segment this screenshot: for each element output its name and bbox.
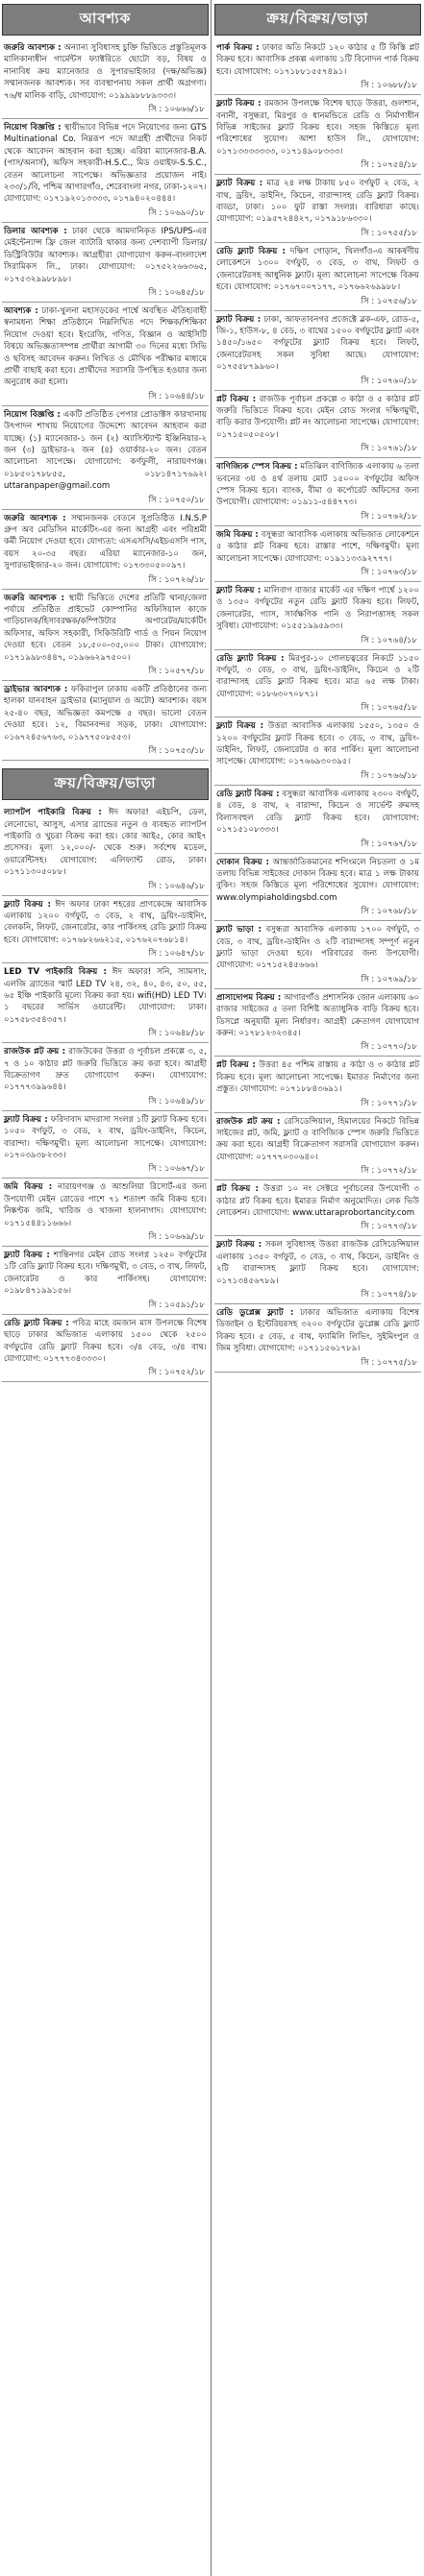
ad-text xyxy=(214,391,421,443)
ad-reference-code: সি : ১০৭৬৭/১৮ xyxy=(214,838,421,854)
ad-body: ঢাকা থেকে আমদানিকৃত IPS/UPS-এর মেইন্টেন্যান্স ফ্রি জেল ব্যাটারি থাকার জন্য দেশব্যাপী ডিলার/ডিস্ট্রিবিউটর আবশ্যক। আগ্রহীরা যোগাযোগ করুন-বাংলাদেশ সিরামিকস লি., ঢাকা। যোগাযোগ: ০১৭৫২২৬৬৩৬৫, ০১৭৫৩২৯৯৮৮৯৮। xyxy=(4,226,207,284)
ad-body: ঢাকার অভিজাত এলাকায় বিশেষ ডিজাইন ও ইন্টেরিয়রসহ ৩২০০ বর্গফুটের ডুপ্লেক্স রেডি ফ্ল্যাট বিক্রয় হবে। ৫ বেড, ৫ বাথ, ফ্যামিলি লিভিং, সুইমিংপুল ও জিম সুবিধা। যোগাযোগ: ০১৭১১৫৬১৭৮৯। xyxy=(216,1308,420,1354)
ad-text xyxy=(214,1304,421,1356)
ad-reference-code: সি : ১০৬৬৯/১৮ xyxy=(2,1230,209,1247)
ad-body: উত্তরা আবাসিক এলাকায় ১৫৫০, ১৩৫০ ও ১২০০ বর্গফুটের ফ্ল্যাট বিক্রয় হবে। ৩ বেড, ৩ বাথ, ড্রয়িং-ডাইনিং, লিফট, জেনারেটর ও কার পার্কিং। মূল্য আলোচনা সাপেক্ষে। যোগাযোগ: ০১৭৬৬৯৩০৩৯৫। xyxy=(216,721,420,767)
ad-reference-code: সি : ১০৬৮৮/১৮ xyxy=(214,79,421,95)
ad-text xyxy=(214,458,421,510)
ad-heading: ফ্ল্যাট বিক্রয় : xyxy=(4,1114,48,1125)
ad-body: শান্তিনগর মেইন রোড সংলগ্ন ১২৫০ বর্গফুটের ১টি রেডি ফ্ল্যাট বিক্রয় হবে। দক্ষিণমুখী, ৩ বেড, ৩ বাথ, লিফট, জেনারেটর ও কার পার্কিংসহ। যোগাযোগ: ০১৯৮৪৭১৯৯১৫৬। xyxy=(4,1251,208,1297)
classified-ad xyxy=(214,243,421,311)
ad-reference-code: সি : ১০৭৬৯/১৮ xyxy=(214,973,421,989)
ad-reference-code: সি : ১০৬৪৪/১৮ xyxy=(2,390,209,406)
ad-reference-code: সি : ১০৬৯০/১৮ xyxy=(2,207,209,223)
ad-reference-code: সি : ১০৭৫২/১৮ xyxy=(2,1366,209,1382)
ad-reference-code: সি : ১০৭৫৬/১৮ xyxy=(214,295,421,311)
ad-heading: রেডি ফ্ল্যাট বিক্রয় : xyxy=(216,789,280,799)
ad-text xyxy=(214,786,421,838)
ad-reference-code: সি : ১০৭৬০/১৮ xyxy=(214,375,421,391)
ad-heading: ডিলার আবশ্যক : xyxy=(4,226,67,236)
ad-heading: ফ্ল্যাট বিক্রয় : xyxy=(4,1251,50,1261)
ad-body: বসুন্ধরা আবাসিক এলাকায় ২৩০০ বর্গফুট, ৪ বেড, ৪ বাথ, ২ বারান্দা, কিচেন ও সার্ভেন্ট রুমসহ বিলাসবহুল রেডি ফ্ল্যাট বিক্রয় হবে। যোগাযোগ: ০১৭১৫১০৮৩৩৩। xyxy=(216,789,419,836)
ad-body: আন্তর্জাতিকমানের শপিংমলে নিচতলা ও ১ম তলায় বিভিন্ন সাইজের দোকান বিক্রয় হবে। মাত্র ১ লক্ষ টাকায় বুকিং। সহজ কিস্তিতে মূল্য পরিশোধের সুযোগ। যোগাযোগ: www.olympiaholdingsbd.com xyxy=(216,857,420,903)
classified-ad xyxy=(2,510,209,590)
ad-body: দক্ষিণ গোড়ান, খিলগাঁও-এ আকর্ষণীয় লোকেশনে ১৩০০ বর্গফুট, ৩ বেড, ৩ বাথ, লিফট ও জেনারেটরসহ আধুনিক ফ্ল্যাট। মূল্য আলোচনা সাপেক্ষে বিক্রয় হবে। যোগাযোগ: ০১৭৬৭০০৭১৭৭, ০১৭৬৬২৬৯৯৮৮। xyxy=(216,246,419,293)
ad-body: উত্তরা ১০ নং সেক্টরে পূর্বাচলের উপযোগী ৩ কাঠার প্লট বিক্রয় হবে। ইমারত নির্মাণ অনুমোদিত। লেক ভিউ লোকেশন। যোগাযোগ: www.uttaraprobortancity.com xyxy=(216,1184,419,1219)
wanted-ads-list xyxy=(2,39,209,761)
ad-body: অন্যান্য সুবিধাসহ চুক্তি ভিত্তিতে প্রস্তুতিমূলক মালিকানাধীন গার্মেন্টস ফ্যাক্টরিতে ছোটো বড়, বিষয় ও নানাবিধ ক্রয় ম্যানেজার ও সুপারভাইজার (দক্ষ/অভিজ্ঞ) সম্মানজনক আবশ্যক। সব ব্যবস্থাপনায় সকল প্রার্থী অগ্রগণ্য। ৭৬/ধ মালিক বাড়ি, যোগাযোগ: ০১৯৯৯৮৮৮৯৩৩৩। xyxy=(4,43,207,101)
ad-text xyxy=(214,1180,421,1220)
ad-text xyxy=(2,896,209,948)
ad-reference-code: সি : ১০৭৬৬/১৮ xyxy=(214,769,421,786)
ad-text xyxy=(2,1315,209,1367)
ad-reference-code: সি : ১০৫৯১/১৮ xyxy=(2,1299,209,1315)
ad-text xyxy=(2,119,209,207)
ad-body: ফকিরাপুল ঢাকায় একটি প্রতিষ্ঠানের জন্য হালকা যানবাহন ড্রাইভার (ম্যানুয়াল ও অটো) আবশ্যক। বয়স ২৫-৪০ বছর, অভিজ্ঞতা কমপক্ষে ৫ বছর। ভালো বেতন দেওয়া হবে। ১২, বিমানবন্দর সড়ক, ঢাকা। যোগাযোগ: ০১৬৭২৪৫৬৭৬৩, ০১৯৭৭৫০৮৫৫৩। xyxy=(4,685,207,742)
ad-reference-code: সি : ১০৬৪৯/১৮ xyxy=(2,1095,209,1111)
ad-heading: আবশ্যক : xyxy=(4,305,38,316)
ad-reference-code: সি : ১০৭৫৩/১৮ xyxy=(2,744,209,761)
classified-ad xyxy=(214,854,421,922)
ad-body: স্থায়ীভাবে বিভিন্ন পদে নিয়োগের জন্য GTS Multinational Co. নিম্নরূপ পদে আগ্রহী প্রার্থীদের নিকট থেকে আবেদন আহবান করা হচ্ছে। এরিয়া ম্যানেজার-B.A. (পাস/অনার্স), অফিস সহকারী-H.S.C., মিড ওয়াইফ-S.S.C., বেতন আলোচনা সাপেক্ষে। অভিজ্ঞতার প্রয়োজন নাই। ২৩৩/১/বি, পশ্চিম আগারগাঁও, শেরেবাংলা নগর, ঢাকা-১২০৭। যোগাযোগ: ০১৭১৯২০১৩৩৩৩, ০১৭৯৪০২০৪৪৪। xyxy=(4,123,208,205)
ad-body: উত্তরা ৪৫ পশ্চিম রাস্তায় ৫ কাঠা ও ৩ কাঠার প্লট বিক্রয় হবে। মূল্য আলোচনা সাপেক্ষে। ইমারত নির্মাণের জন্য প্রস্তুত। যোগাযোগ: ০১৭১৮৮৪৩৬৯১। xyxy=(216,1060,420,1095)
ad-heading: প্রাসাদোপম বিক্রয় : xyxy=(216,992,282,1003)
ad-text xyxy=(214,526,421,566)
ad-heading: পার্ক বিক্রয় : xyxy=(216,43,260,53)
ad-text xyxy=(2,39,209,103)
ad-reference-code: সি : ১০৭৫০/১৮ xyxy=(2,494,209,510)
ad-reference-code: সি : ১০৭৫৪/১৮ xyxy=(214,158,421,175)
ad-reference-code: সি : ১০৭৬৫/১৮ xyxy=(214,701,421,717)
property-ads-list xyxy=(214,39,421,1373)
ad-heading: রেডি ডুপ্লেক্স ফ্ল্যাট : xyxy=(216,1308,294,1319)
ad-heading: ফ্ল্যাট ভাড়া : xyxy=(216,925,262,936)
ad-reference-code: সি : ১০৭৬৪/১৮ xyxy=(214,634,421,650)
ad-heading: প্লট বিক্রয় : xyxy=(216,1060,256,1071)
ad-text xyxy=(2,1111,209,1163)
ad-reference-code: সি : ১০৬৬৬/১৮ xyxy=(2,103,209,119)
ad-heading: জরুরি আবশ্যক : xyxy=(4,513,66,523)
ad-text xyxy=(2,510,209,573)
ad-body: রমজান উপলক্ষে বিশেষ ছাড়ে উত্তরা, গুলশান, বনানী, বসুন্ধরা, মিরপুর ও ধানমন্ডিতে রেডি ও নির্মাণাধীন বিভিন্ন সাইজের ফ্ল্যাট বিক্রয় হবে। সহজ কিস্তিতে মূল্য পরিশোধের সুযোগ। আশা হাউস লি., যোগাযোগ: ০১৭১৩৩৩৩৩৩৩, ০১৭১৪৯০৮৩৩৩। xyxy=(216,99,420,157)
ad-heading: ফ্ল্যাট বিক্রয় : xyxy=(216,314,262,325)
ad-heading: ল্যাপটপ পাইকারি বিক্রয় : xyxy=(4,808,102,818)
buy-sell-ads-list xyxy=(2,804,209,1382)
classified-ad xyxy=(214,1304,421,1373)
ad-text xyxy=(214,1236,421,1288)
ad-body: রাজউকের উত্তরা ও পূর্বাচল প্রকল্পে ৩, ৫, ৭ ও ১০ কাঠার প্লট জরুরি ভিত্তিতে ক্রয় করা হবে। আগ্রহী বিক্রেতাগণ দ্রুত যোগাযোগ করুন। যোগাযোগ: ০১৭৭৭৩৯৯৬৪৪। xyxy=(4,1047,207,1093)
classified-ad xyxy=(2,1043,209,1111)
ad-heading: রাজউক প্লট ক্রয় : xyxy=(216,1116,281,1127)
ad-text xyxy=(214,921,421,973)
classified-ad xyxy=(214,1180,421,1236)
ad-reference-code: সি : ১০৭৭৫/১৮ xyxy=(214,1356,421,1373)
ad-text xyxy=(214,175,421,227)
ad-text xyxy=(214,243,421,295)
ad-body: ঢাকার অতি নিকটে ১২০ কাঠার ৫ টি কিস্তি প্লট বিক্রয় হবে। আবাসিক প্রকল্প এলাকায় ১টি বিনোদন পার্ক বিক্রয় হবে। যোগাযোগ: ০১৭১৮৮১৫৫৭৪৯১। xyxy=(216,43,419,77)
ad-reference-code: সি : ১০৬৪৭/১৮ xyxy=(2,947,209,963)
classified-ad xyxy=(2,1111,209,1179)
ad-reference-code: সি : ১০৭৬৩/১৮ xyxy=(214,566,421,582)
ad-reference-code: সি : ১০৭৭২/১৮ xyxy=(214,1164,421,1180)
ad-reference-code: সি : ১০৭২৬/১৮ xyxy=(2,573,209,590)
classified-ad xyxy=(2,1247,209,1315)
ad-reference-code: সি : ১০৭৬২/১৮ xyxy=(214,510,421,526)
classified-ad xyxy=(214,39,421,95)
ad-reference-code: সি : ১০৫৭৭/১৮ xyxy=(2,665,209,681)
ad-text xyxy=(2,303,209,390)
ad-text xyxy=(2,1179,209,1230)
ad-body: রেসিডেন্সিয়াল, হিমালয়ের নিকটে বিভিন্ন সাইজের প্লট, জমি, ফ্ল্যাট ও বাণিজ্যিক স্পেস জরুরি ভিত্তিতে ক্রয় করা হবে। আগ্রহী বিক্রেতাগণ সরাসরি যোগাযোগ করুন। যোগাযোগ: ০১৭৭৭০৩০৬৪০। xyxy=(216,1116,419,1162)
classified-ad xyxy=(214,717,421,786)
ad-body: ঈদ অফার! এইচপি, ডেল, লেনোভো, আসুস, এসার ব্র্যান্ডের নতুন ও ব্যবহৃত ল্যাপটপ পাইকারি ও খুচরা বিক্রয় করা হয়। কোর আই৫, কোর আই৭ প্রসেসর। মূল্য ১২,০০০/- থেকে শুরু। সর্বশেষ মডেল, ওয়ারেন্টিসহ। যোগাযোগ: এলিফ্যান্ট রোড, ঢাকা। ০১৭১১৩০৫০৮৮। xyxy=(4,808,208,878)
left-column xyxy=(2,0,209,1382)
ad-text xyxy=(2,406,209,494)
ad-body: ঈদ অফার! সনি, স্যামসাং, এলজি ব্র্যান্ডের স্মার্ট LED TV ২৪, ৩২, ৪০, ৪৩, ৫০, ৫৫, ৬৫ ইঞ্চি পাইকারি মূল্যে বিক্রয় করা হয়। wifi(HD) LED TV। ১ বছরের সার্ভিস ওয়ারেন্টি। যোগাযোগ: ঢাকা। ০১৭৫৮৩৫৪৩৫৭। xyxy=(4,967,207,1025)
ad-heading: ফ্ল্যাট বিক্রয় : xyxy=(216,586,262,595)
ad-heading: রেডি ফ্ল্যাট বিক্রয় : xyxy=(216,653,285,664)
classified-ad xyxy=(214,582,421,650)
ad-text xyxy=(2,1247,209,1299)
ad-body: মতিঝিল বাণিজ্যিক এলাকায় ৬ তলা ভবনের ৩য় ও ৪র্থ তলায় মোট ১৫০০০ বর্গফুটের অফিস স্পেস বিক্রয় হবে। ব্যাংক, বীমা ও কর্পোরেট অফিসের জন্য উপযোগী। যোগাযোগ: ০১৯১১-৫৪৪৭৭৩। xyxy=(216,462,419,508)
classified-ad xyxy=(214,391,421,459)
ad-text xyxy=(214,39,421,79)
ad-text xyxy=(2,223,209,286)
classified-ad xyxy=(2,896,209,964)
ad-body: ঢাকা-খুলনা মহাসড়কের পার্শ্বে অবস্থিত ঐতিহ্যবাহী স্বনামধন্য শিক্ষা প্রতিষ্ঠানে নিম্নলিখিত পদে শিক্ষক/শিক্ষিকা নিয়োগ দেওয়া হবে। ইংরেজি, গণিত, বিজ্ঞান ও আইসিটি বিষয়ে অভিজ্ঞতাসম্পন্ন প্রার্থীরা আগামী ৩০ দিনের মধ্যে সিভি ও ছবিসহ আবেদন করুন। লিখিত ও মৌখিক পরীক্ষার মাধ্যমে প্রার্থী বাছাই করা হবে। প্রার্থীদের সরাসরি উপস্থিত হওয়ার জন্য অনুরোধ করা হলো। xyxy=(4,305,207,388)
ad-heading: বাণিজ্যিক স্পেস বিক্রয় : xyxy=(216,462,298,473)
ad-text xyxy=(2,681,209,744)
ad-body: বসুন্ধরা আবাসিক এলাকায় অভিজাত লোকেশনে ৫ কাঠার প্লট বিক্রয় হবে। রাস্তার পাশে, দক্ষিণমুখী। মূল্য আলোচনা সাপেক্ষে। যোগাযোগ: ০১৯১১৩৩৯২৭৭৭। xyxy=(216,529,419,564)
ad-body: ঢাকা, আফতাবনগর প্রজেক্টে ব্লক-এফ, রোড-৫, জি-১, হাউস-৮, ৪ বেড, ৩ বাথের ১৫০০ বর্গফুটের ফ্ল্যাট এবং ১৪৫০/১৬৫০ বর্গফুটের ফ্ল্যাট বিক্রয় হবে। লিফট, জেনারেটরসহ সকল সুবিধা আছে। যোগাযোগ: ০১৭৫৫৮৭৯৯৬০। xyxy=(216,314,420,373)
ad-heading: প্লট বিক্রয় : xyxy=(216,394,257,404)
ad-heading: দোকান বিক্রয় : xyxy=(216,857,269,867)
classified-ad xyxy=(2,119,209,223)
classified-ad xyxy=(214,1057,421,1112)
ad-body: ফরিদাবাদ মাদরাসা সংলগ্ন ১টি ফ্ল্যাট বিক্রয় হবে। ১০৫০ বর্গফুট, ৩ বেড, ২ বাথ, ড্রয়িং-ডাইনিং, কিচেন, বারান্দা। দক্ষিণমুখী। মূল্য আলোচনা সাপেক্ষে। যোগাযোগ: ০১৭০৩৯৩৮২৩৩। xyxy=(4,1114,207,1161)
right-column xyxy=(214,0,421,1373)
classified-ad xyxy=(2,1179,209,1247)
ad-text xyxy=(2,1043,209,1095)
ad-text xyxy=(214,1057,421,1096)
ad-heading: ফ্ল্যাট বিক্রয় : xyxy=(216,179,263,189)
ad-text xyxy=(214,1113,421,1165)
ad-reference-code: সি : ১০৭৭৩/১৮ xyxy=(214,1220,421,1236)
ad-body: আগারগাঁও প্রশাসনিক জোন এলাকায় ৬০ রাজার সাইজের ৫ তলা বিশিষ্ট অত্যাধুনিক বাড়ি বিক্রয় হবে। ডিসপ্লে অনুযায়ী মূল্য নির্ধারণ। আগ্রহী ক্রেতাগণ যোগাযোগ করুন: ০১৭৮১২৩২৩৪৫। xyxy=(216,992,420,1038)
ad-heading: জমি বিক্রয় : xyxy=(216,529,259,540)
classified-ad xyxy=(214,175,421,243)
ad-body: সকল সুবিধাসহ উত্তরা রাজউক রেসিডেন্সিয়াল এলাকায় ১৩৫০ বর্গফুট, ৩ বেড, ৩ বাথ, কিচেন, ডাইনিং ও ২টি বারান্দাসহ ফ্ল্যাট বিক্রয় হবে। যোগাযোগ: ০১৭১৩৪৫৬৭৮৯। xyxy=(216,1240,420,1286)
section-heading-wanted: আবশ্যক xyxy=(2,4,209,36)
ad-heading: নিয়োগ বিজ্ঞপ্তি : xyxy=(4,123,62,134)
classified-ad xyxy=(214,650,421,718)
ad-reference-code: সি : ১০৬৬৭/১৮ xyxy=(2,1162,209,1179)
classified-ad xyxy=(2,590,209,681)
ad-text xyxy=(214,311,421,375)
ad-heading: ফ্ল্যাট বিক্রয় : xyxy=(216,721,264,732)
ad-reference-code: সি : ১০৭৬৮/১৮ xyxy=(214,905,421,921)
classified-ad xyxy=(2,1315,209,1383)
ad-body: মিরপুর-১০ গোলচত্বরের নিকটে ১১৫০ বর্গফুট, ৩ বেড, ৩ বাথ, ড্রয়িং-ডাইনিং, কিচেন ও ২টি বারান্দাসহ রেডি ফ্ল্যাট বিক্রয় হবে। মাত্র ৬৫ লক্ষ টাকা। যোগাযোগ: ০১৮৬৩০৭০৮৭১। xyxy=(216,653,420,699)
ad-heading: ফ্ল্যাট বিক্রয় : xyxy=(216,99,262,109)
ad-heading: ড্রাইভার আবশ্যক : xyxy=(4,685,68,695)
column-divider xyxy=(211,0,212,2576)
ad-heading: ফ্ল্যাট বিক্রয় : xyxy=(4,899,51,910)
classified-ad xyxy=(2,303,209,406)
classified-ad xyxy=(214,921,421,989)
classified-ad xyxy=(2,223,209,303)
ad-heading: জরুরি আবশ্যক : xyxy=(4,593,64,603)
ad-body: মাত্র ২৪ লক্ষ টাকায় ৮৫০ বর্গফুট ২ বেড, ২ বাথ, ড্রয়িং, ডাইনিং, কিচেন, বারান্দাসহ রেডি ফ্ল্যাট বিক্রয়। বাড্ডা, ঢাকা। ১০০ ফুট রাস্তা সংলগ্ন। বারিধারা কাছে। যোগাযোগ: ০১৯৫৭২৪৪২৭, ০১৭৯১৮৬৩৩০। xyxy=(216,179,420,225)
classified-ad xyxy=(214,786,421,854)
ad-reference-code: সি : ১০৭৫৫/১৮ xyxy=(214,227,421,243)
classified-ad xyxy=(2,406,209,510)
ad-body: নারায়ণগঞ্জ ও আশুলিয়া রিসোর্ট-এর জন্য উপযোগী মেইন রোডের পাশে ৭১ শতাংশ জমি বিক্রয় হবে। নিষ্কণ্টক জমি, খারিজ ও খাজনা হালনাগাদ। যোগাযোগ: ০১৭১৫৪৪১১৬৬৬। xyxy=(4,1182,207,1228)
ad-heading: নিয়োগ বিজ্ঞপ্তি : xyxy=(4,409,61,420)
classified-ad xyxy=(214,458,421,526)
ad-text xyxy=(214,582,421,634)
classified-ad xyxy=(214,989,421,1057)
classified-ad xyxy=(214,526,421,582)
ad-text xyxy=(214,989,421,1041)
section-heading-buy-sell-rent: ক্রয়/বিক্রয়/ভাড়া xyxy=(214,4,421,36)
classified-ad xyxy=(214,311,421,391)
ad-reference-code: সি : ১০৬৪৮/১৮ xyxy=(2,1027,209,1043)
ad-heading: জমি বিক্রয় : xyxy=(4,1182,53,1193)
ad-body: সম্মানজনক বেতনে সুপ্রতিষ্ঠিত I.N.S.P গ্রুপ অব মেডিসিন মার্কেটিং-এর জন্য আগ্রহী এবং পরিশ্রমী কর্মী নিয়োগ দেওয়া হবে। যোগ্যতা: এসএসসি/এইচএসসি পাস, বয়স ২০-৩৫ বছর। এরিয়া ম্যানেজার-১০ জন, সুপারভাইজার-২০ জন। যোগাযোগ: ০১৭৩৩০৫০০৯৭। xyxy=(4,513,207,571)
classified-ad xyxy=(2,39,209,119)
ad-body: ঈদ অফার ঢাকা শহরের প্রাণকেন্দ্রে আবাসিক এলাকায় ১২০০ বর্গফুট, ৩ বেড, ২ বাথ, ড্রয়িং-ডাইনিং, বেলকনি, লিফট, জেনারেটর, কার পার্কিংসহ রেডি ফ্ল্যাট বিক্রয় হবে। যোগাযোগ: ০১৭৬৮২৬৬২১৫, ০১৭৬২০৭৬৮১৪। xyxy=(4,899,208,945)
ad-heading: রাজউক প্লট ক্রয় : xyxy=(4,1047,66,1057)
ad-reference-code: সি : ১০৬৪৫/১৮ xyxy=(2,286,209,303)
ad-reference-code: সি : ১০৭৭৪/১৮ xyxy=(214,1288,421,1304)
classified-ad xyxy=(2,681,209,761)
ad-heading: রেডি ফ্ল্যাট বিক্রয় : xyxy=(4,1318,69,1328)
classified-ad xyxy=(2,804,209,895)
ad-heading: প্লট বিক্রয় : xyxy=(216,1184,259,1195)
ad-text xyxy=(2,963,209,1027)
ad-text xyxy=(214,717,421,769)
ad-text xyxy=(214,854,421,906)
ad-text xyxy=(214,650,421,702)
section-heading-buy-sell-rent: ক্রয়/বিক্রয়/ভাড়া xyxy=(2,768,209,800)
ad-text xyxy=(2,590,209,665)
ad-reference-code: সি : ১০৭৭১/১৮ xyxy=(214,1097,421,1113)
ad-body: রাজউক পূর্বাচল প্রকল্পে ৩ কাঠা ও ৫ কাঠার প্লট জরুরি ভিত্তিতে বিক্রয় হবে। মেইন রোড সংলগ্ন দক্ষিণমুখী, বাড়ি করার উপযোগী। প্লট নং আলোচনা সাপেক্ষে। যোগাযোগ: ০১৭১৫০৫০৫০৮। xyxy=(216,394,419,440)
classified-ad xyxy=(214,1236,421,1304)
ad-body: মালিবাগ বাজার মার্কেট এর দক্ষিণ পার্শ্বে ১২০০ ও ১৩৫০ বর্গফুটের নতুন রেডি ফ্ল্যাট বিক্রয় হবে। লিফট, জেনারেটর, গ্যাস, সার্বক্ষণিক পানি ও নিরাপত্তাসহ সকল সুবিধা। যোগাযোগ: ০১৫৫১৯৯৫৯৩৩। xyxy=(216,586,419,632)
ad-heading: ফ্ল্যাট বিক্রয় : xyxy=(216,1240,262,1251)
classified-ad xyxy=(214,1113,421,1181)
ad-heading: LED TV পাইকারি বিক্রয় : xyxy=(4,967,107,978)
ad-text xyxy=(214,95,421,158)
ad-reference-code: সি : ১০৭৬১/১৮ xyxy=(214,442,421,458)
ad-body: পবিত্র মাহে রমজান মাস উপলক্ষে বিশেষ ছাড়ে ঢাকার অভিজাত এলাকায় ১৫০০ থেকে ২৫০০ বর্গফুটের রেডি ফ্ল্যাট বিক্রয় হবে। ৩/৪ বেড, ৩/৪ বাথ। যোগাযোগ: ০১৭৭৭৩৪৩৩৩০। xyxy=(4,1318,207,1364)
ad-body: বসুন্ধরা আবাসিক এলাকায় ১৭০০ বর্গফুট, ৩ বেড, ৩ বাথ, ড্রয়িং-ডাইনিং ও ২টি বারান্দাসহ সম্পূর্ণ নতুন ফ্ল্যাট ভাড়া দেওয়া হবে। পরিবারের জন্য উপযোগী। যোগাযোগ: ০১৭১৫২৪৫৬৬৬। xyxy=(216,925,419,971)
ad-text xyxy=(2,804,209,879)
ad-reference-code: সি : ১০৬৪৬/১৮ xyxy=(2,880,209,896)
classified-ad xyxy=(214,95,421,175)
ad-body: স্থায়ী ভিত্তিতে দেশের প্রতিটি থানা/জেলা পর্যায়ে প্রতিষ্ঠিত প্রাইভেট কোম্পানির অফিসিয়াল কাজে গাড়িচালক/হিসাবরক্ষক/কম্পিউটার অপারেটর/মার্কেটিং অফিসার, অফিস সহকারী, সিকিউরিটি গার্ড ও পিয়ন নিয়োগ দেওয়া হবে। বেতন ১৮,৫০০-৩৫,০০০ টাকা। যোগাযোগ: ০১৭১৯৯৮৩৪৪৭, ০১৯৬৬২৯৭৫০০। xyxy=(4,593,207,663)
ad-body: একটি প্রতিষ্ঠিত পেপার প্রোডাক্টস কারখানায় উৎপাদন শাখায় নিয়োগের উদ্দেশ্যে আবেদন আহবান করা যাচ্ছে। (১) ম্যানেজার-১ জন (২) অ্যাসিস্ট্যান্ট ইঞ্জিনিয়ার-২ জন (৩) ড্রাইভার-২ জন (৪) ওয়ার্কার-২০ জন। বেতন আলোচনা সাপেক্ষে। যোগাযোগ: কর্ণফুলী, নারায়ণগঞ্জ। ০১৮৫০১৭৮৮৫৫, ০১৮১৪৭১৭৬৯২। uttaranpaper@gmail.com xyxy=(4,409,207,492)
ad-reference-code: সি : ১০৭৭০/১৮ xyxy=(214,1040,421,1057)
ad-heading: রেডি ফ্ল্যাট বিক্রয় : xyxy=(216,246,286,256)
ad-heading: জরুরি আবশ্যক : xyxy=(4,43,62,53)
classified-ad xyxy=(2,963,209,1043)
